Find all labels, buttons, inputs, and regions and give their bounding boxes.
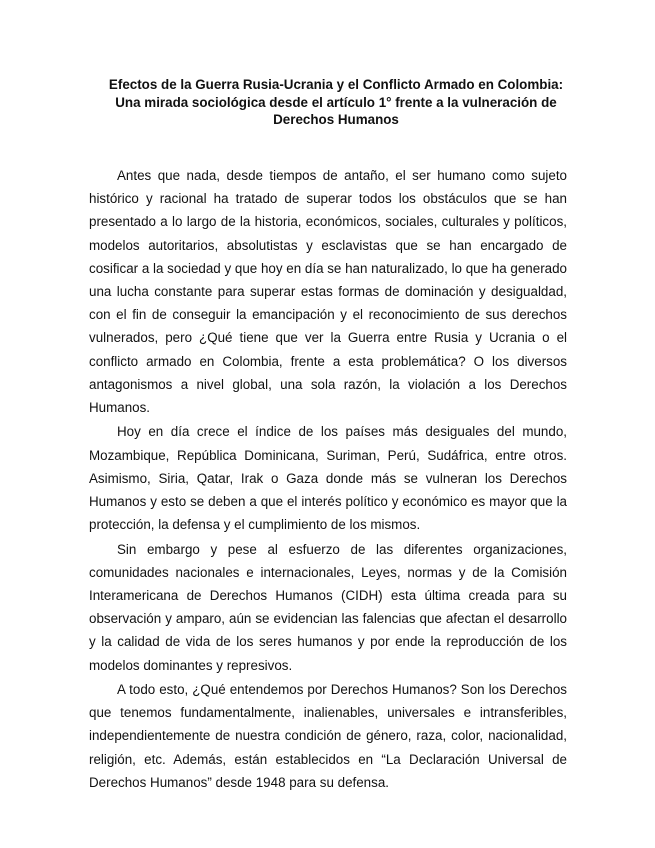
paragraph-1: Antes que nada, desde tiempos de antaño, el ser humano como sujeto histórico y racional ha tratado de superar todos los obstáculos que se han presentado a lo largo de la historia, económicos, sociales, culturales y políticos, modelos autoritarios, absolutistas y esclavistas que se han encargado de cosificar a la sociedad y que hoy en día se han naturalizado, lo que ha generado una lucha constante para superar estas formas de dominación y desigualdad, con el fin de conseguir la emancipación y el reconocimiento de sus derechos vulnerados, pero ¿Qué tiene que ver la Guerra entre Rusia y Ucrania o el conflicto armado en Colombia, frente a esta problemática? O los diversos antagonismos a nivel global, una sola razón, la violación a los Derechos Humanos.: [89, 168, 567, 416]
title-line-2: Una mirada sociológica desde el artículo 1° frente a la vulneración de: [115, 94, 557, 110]
title-line-1: Efectos de la Guerra Rusia-Ucrania y el Conflicto Armado en Colombia:: [108, 77, 564, 92]
paragraph-2: Hoy en día crece el índice de los países más desiguales del mundo, Mozambique, República Dominicana, Suriman, Perú, Sudáfrica, entre otros. Asimismo, Siria, Qatar, Irak o Gaza donde más se vulneran los Derechos Humanos y esto se deben a que el interés político y económico es mayor que la protección, la defensa y el cumplimiento de los mismos.: [89, 424, 567, 533]
title-line-3: Derechos Humanos: [273, 112, 399, 127]
paragraph-3: Sin embargo y pese al esfuerzo de las diferentes organizaciones, comunidades nacionales e internacionales, Leyes, normas y de la Comisión Interamericana de Derechos Humanos (CIDH) esta última creada para su observación y amparo, aún se evidencian las falencias que afectan el desarrollo y la calidad de vida de los seres humanos y por ende la reproducción de los modelos dominantes y represivos.: [89, 541, 567, 673]
document-body: [89, 164, 567, 795]
paragraph-4: A todo esto, ¿Qué entendemos por Derechos Humanos? Son los Derechos que tenemos fundamentalmente, inalienables, universales e intransferibles, independientemente de nuestra condición de género, raza, color, nacionalidad, religión, etc. Además, están establecidos en “La Declaración Universal de Derechos Humanos” desde 1948 para su defensa.: [89, 682, 567, 790]
document-title: [96, 76, 576, 129]
